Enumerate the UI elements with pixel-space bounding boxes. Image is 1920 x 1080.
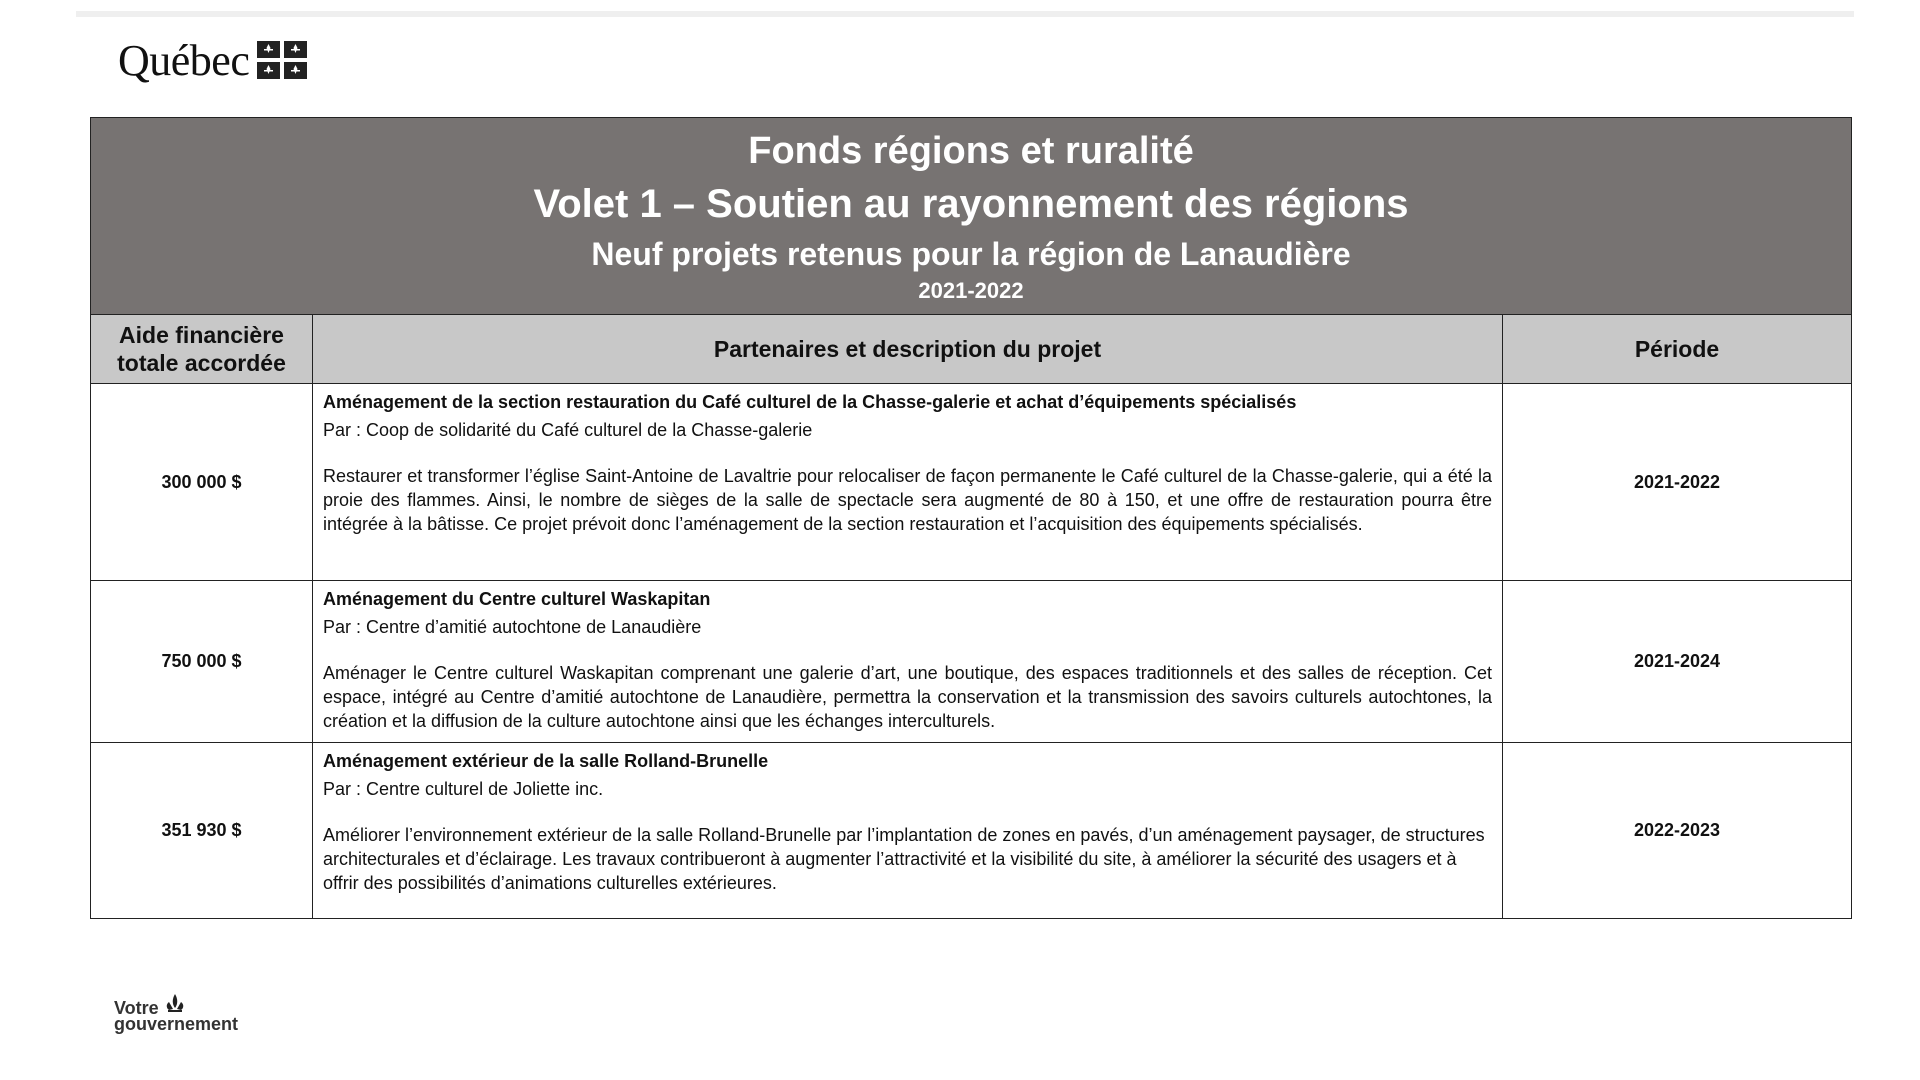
project-text: Améliorer l’environnement extérieur de la salle Rolland-Brunelle par l’implantation de zones en pavés, d’un aménagement paysager, de structures architecturales et d’éclairage. Les travaux contribueront à augmenter l’attractivité et la visibilité du site, à améliorer la sécurité des usagers et à offrir des possibilités d’animations culturelles extérieures.: [323, 825, 1485, 893]
quebec-logo: [118, 34, 307, 86]
column-header-period: Période: [1503, 315, 1852, 384]
fleur-de-lis-icon: [160, 992, 190, 1018]
project-title: Aménagement du Centre culturel Waskapitan: [323, 589, 711, 609]
column-header-amount-line2: totale accordée: [117, 350, 286, 376]
project-partner: Par : Coop de solidarité du Café culturel de la Chasse-galerie: [323, 420, 813, 440]
doc-title: Fonds régions et ruralité: [748, 130, 1194, 172]
logo-text: Québec: [118, 35, 250, 85]
quebec-flag-icon: [257, 41, 307, 79]
top-divider: [76, 11, 1854, 17]
row-description: [313, 581, 1503, 743]
row-description: [313, 384, 1503, 581]
row-description: [313, 743, 1503, 919]
table-header-block: [91, 118, 1852, 315]
footer-logo: [114, 992, 239, 1034]
project-partner: Par : Centre d’amitié autochtone de Lanaudière: [323, 617, 702, 637]
column-header-amount-line1: Aide financière: [119, 322, 284, 348]
project-partner: Par : Centre culturel de Joliette inc.: [323, 779, 604, 799]
project-title: Aménagement de la section restauration du Café culturel de la Chasse-galerie et achat d’équipements spécialisés: [323, 392, 1297, 412]
row-period: 2021-2022: [1503, 384, 1852, 581]
row-amount: 351 930 $: [91, 743, 313, 919]
row-period: 2022-2023: [1503, 743, 1852, 919]
table-row: [91, 743, 1852, 919]
table-row: [91, 581, 1852, 743]
doc-year: 2021-2022: [918, 278, 1024, 303]
doc-volet: Volet 1 – Soutien au rayonnement des régions: [533, 182, 1409, 226]
column-header-description: Partenaires et description du projet: [313, 315, 1503, 384]
doc-subtitle: Neuf projets retenus pour la région de Lanaudière: [591, 236, 1351, 272]
footer-line1: Votre: [114, 998, 159, 1018]
row-amount: 750 000 $: [91, 581, 313, 743]
footer-line2: gouvernement: [114, 1014, 239, 1034]
row-period: 2021-2024: [1503, 581, 1852, 743]
project-text: Restaurer et transformer l’église Saint-Antoine de Lavaltrie pour relocaliser de façon permanente le Café culturel de la Chasse-galerie, qui a été la proie des flammes. Ainsi, le nombre de sièges de la salle de spectacle sera augmenté de 80 à 150, et une offre de restauration pourra être intégrée à la bâtisse. Ce projet prévoit donc l’aménagement de la section restauration et l’acquisition des équipements spécialisés.: [323, 466, 1492, 534]
table-row: [91, 384, 1852, 581]
row-amount: 300 000 $: [91, 384, 313, 581]
column-header-amount: [91, 315, 313, 384]
project-title: Aménagement extérieur de la salle Rolland-Brunelle: [323, 751, 769, 771]
project-text: Aménager le Centre culturel Waskapitan comprenant une galerie d’art, une boutique, des espaces traditionnels et des salles de réception. Cet espace, intégré au Centre d’amitié autochtone de Lanaudière, permettra la conservation et la transmission des savoirs culturels autochtones, la création et la diffusion de la culture autochtone ainsi que les échanges interculturels.: [323, 663, 1492, 731]
projects-table: [90, 117, 1852, 919]
